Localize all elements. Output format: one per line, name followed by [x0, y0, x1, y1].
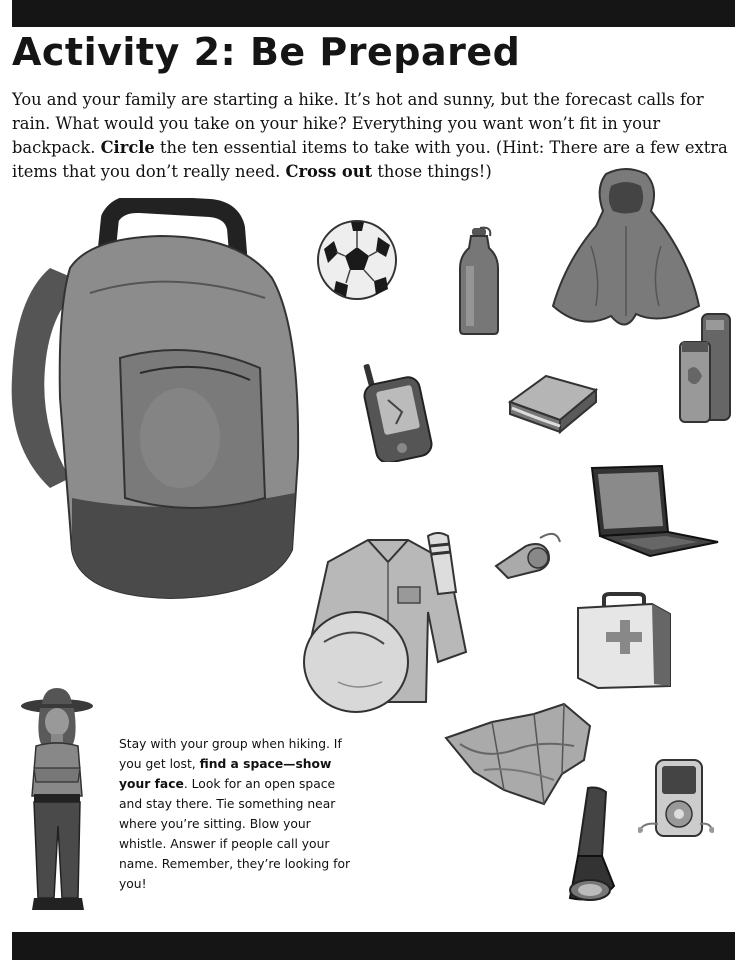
water-bottle-icon[interactable]: [458, 226, 500, 336]
first-aid-kit-icon[interactable]: [576, 592, 672, 690]
soccer-ball-icon[interactable]: [316, 219, 398, 301]
tip-bold-phrase: find a space—show your face: [119, 757, 332, 791]
safety-tip-text: [119, 734, 354, 894]
backpack-icon[interactable]: [10, 198, 302, 600]
laptop-icon[interactable]: [586, 462, 720, 558]
clothes-icon[interactable]: [298, 532, 476, 720]
tip-text-2: . Look for an open space and stay there. Tie something near where you’re sitting. Blow your whistle. Answer if people call your name. Remember, they’re looking for you!: [119, 777, 351, 891]
cross-out-instruction: Cross out: [285, 162, 373, 181]
tip-text-1: Stay with your group when hiking. If you get lost,: [119, 737, 342, 771]
page-title: Activity 2: Be Prepared: [12, 30, 521, 74]
ranger-icon: [18, 686, 96, 918]
gps-icon[interactable]: [360, 362, 438, 462]
sandwich-icon[interactable]: [506, 368, 598, 434]
bottom-banner-bar: [12, 932, 735, 960]
intro-text-2: the ten essential items to take with you. (Hint: There are a few extra items that you don’t really need.: [12, 138, 728, 181]
flashlight-icon[interactable]: [558, 786, 620, 904]
intro-text-1: You and your family are starting a hike. It’s hot and sunny, but the forecast calls for rain. What would you take on your hike? Everything you want won’t fit in your backpack.: [12, 90, 704, 157]
music-player-icon[interactable]: [638, 758, 714, 840]
whistle-icon[interactable]: [490, 526, 564, 580]
circle-instruction: Circle: [100, 138, 155, 157]
intro-text-3: those things!): [372, 162, 492, 181]
sunscreen-icon[interactable]: [678, 310, 734, 425]
top-banner-bar: [12, 0, 735, 27]
